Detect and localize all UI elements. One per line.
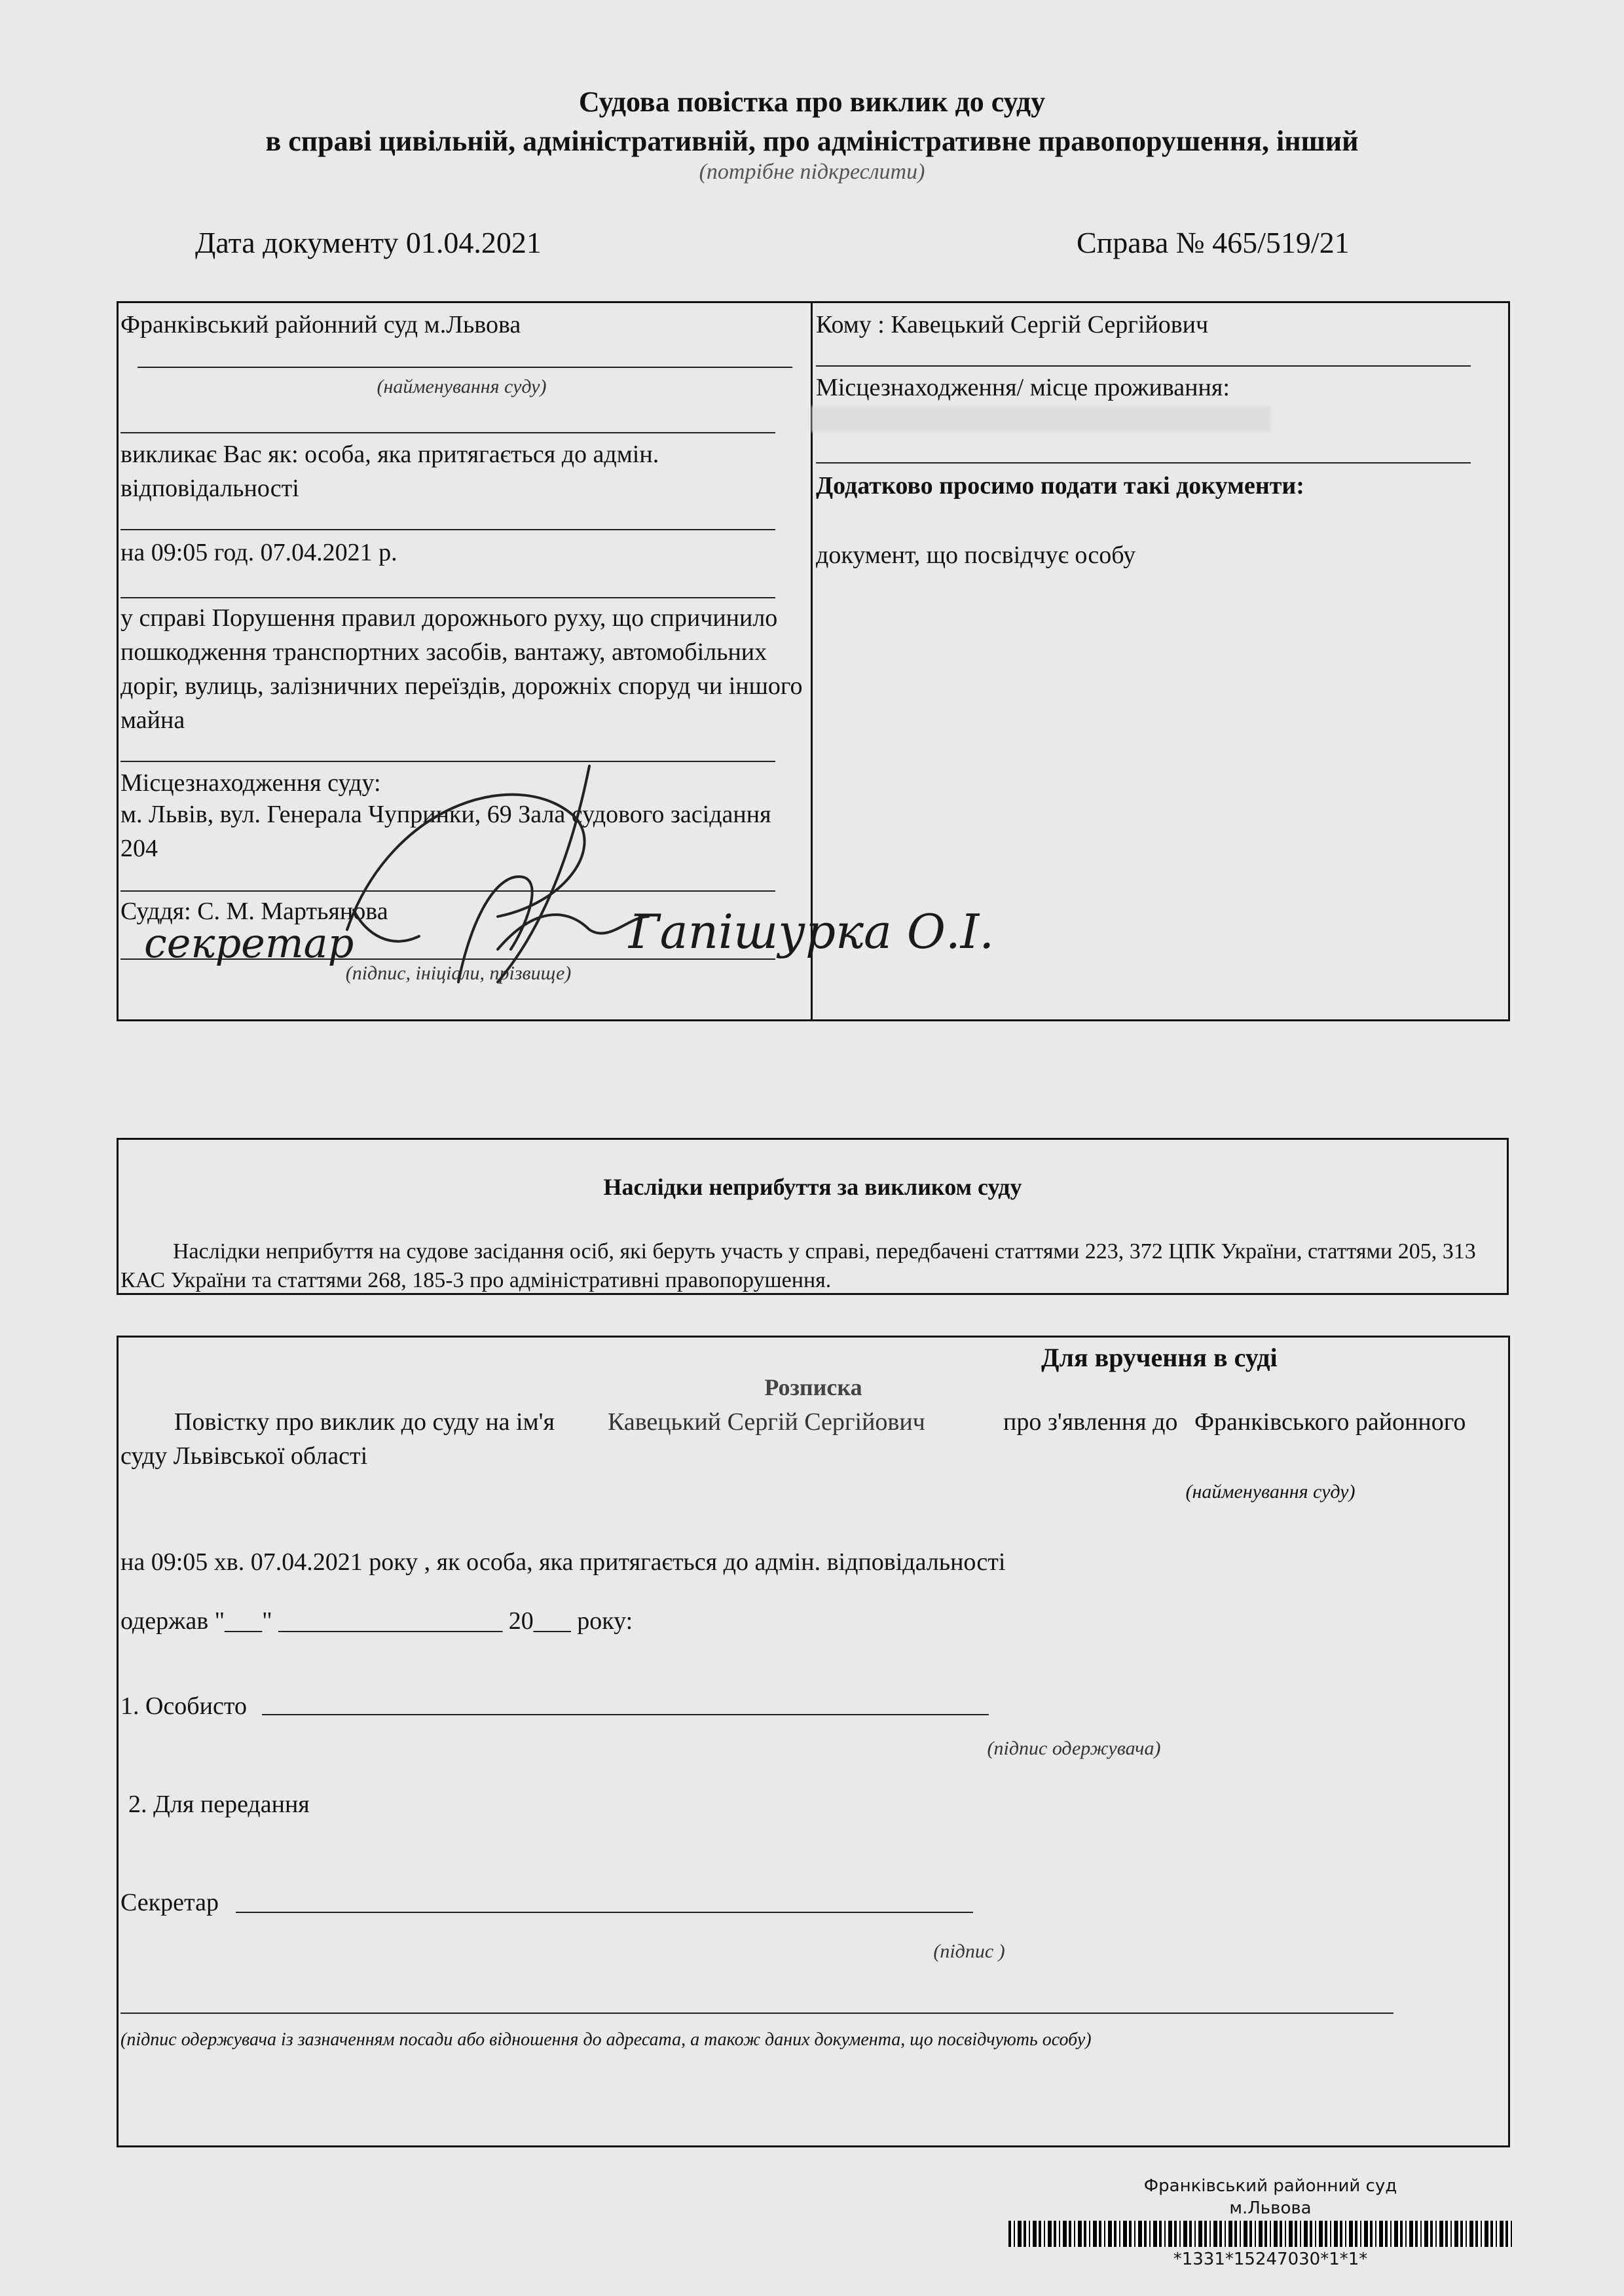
rule (236, 1912, 973, 1913)
redacted-address (812, 406, 1270, 432)
barcode-text: *1331*15247030*1*1* (1173, 2250, 1368, 2269)
receipt-court: Франківського районного суду Львівської області (120, 1408, 1466, 1470)
rule (816, 462, 1471, 464)
recipient-name: Кому : Кавецький Сергій Сергійович (816, 311, 1209, 338)
bottom-caption: (підпис одержувача із зазначенням посади або відношення до адресата, а також даних документа, що посвідчують особу) (120, 2030, 1092, 2050)
judge-name: Суддя: С. М. Мартьянова (120, 898, 388, 925)
rule (816, 365, 1471, 367)
receipt-time: на 09:05 хв. 07.04.2021 року , як особа, яка притягається до адмін. відповідальності (120, 1548, 1006, 1576)
personally-label: 1. Особисто (120, 1692, 247, 1720)
court-location: м. Львів, вул. Генерала Чупринки, 69 Зала судового засідання 204 (120, 801, 771, 862)
handwritten-secretary: секретар (144, 919, 354, 967)
consequences-text: Наслідки неприбуття на судове засідання осіб, які беруть участь у справі, передбачені статтями 223, 372 ЦПК України, статтями 205, 313 КАС України та статтями 268, 185-3 про адміністративні правопорушення. (120, 1239, 1476, 1292)
secretary-signature-caption: (підпис ) (933, 1941, 1005, 1962)
summon-role: викликає Вас як: особа, яка притягається до адмін. відповідальності (120, 441, 659, 502)
hearing-time: на 09:05 год. 07.04.2021 р. (120, 539, 397, 566)
case-description: у справі Порушення правил дорожнього руху, що спричинило пошкодження транспортних засобів, вантажу, автомобільних доріг, вулиць, залізничних переїздів, дорожніх споруд чи іншого майна (120, 604, 803, 734)
documents-value: документ, що посвідчує особу (816, 541, 1136, 569)
barcode (1008, 2221, 1513, 2247)
receipt-text-prefix: Повістку про виклик до суду на ім'я (174, 1408, 555, 1436)
receipt-title: Розписка (764, 1374, 862, 1400)
case-number: Справа № 465/519/21 (1077, 226, 1350, 259)
court-caption: (найменування суду) (377, 376, 547, 397)
court-location-label: Місцезнаходження суду: (120, 769, 381, 797)
document-title: Судова повістка про виклик до суду (578, 86, 1046, 118)
receipt-text-mid: про з'явлення до (1003, 1408, 1178, 1436)
consequences-title: Наслідки неприбуття за викликом суду (603, 1174, 1022, 1200)
handwritten-name: Гапішурка О.І. (629, 904, 995, 959)
document-date: Дата документу 01.04.2021 (195, 226, 542, 259)
for-court-label: Для вручення в суді (1041, 1343, 1278, 1372)
footer-court-line1: Франківський районний суд (1143, 2176, 1397, 2196)
for-transfer-label: 2. Для передання (128, 1791, 310, 1818)
residence-label: Місцезнаходження/ місце проживання: (816, 374, 1230, 401)
receipt-court-caption: (найменування суду) (1185, 1481, 1356, 1503)
footer-court-line2: м.Львова (1229, 2198, 1312, 2218)
received-line: одержав "___" __________________ 20___ року: (120, 1607, 633, 1635)
signature-caption: (підпис, ініціали, прізвище) (345, 962, 572, 984)
documents-label: Додатково просимо подати такі документи: (816, 472, 1304, 500)
document-subtitle: (потрібне підкреслити) (699, 160, 925, 184)
rule (262, 1714, 989, 1715)
receipt-name: Кавецький Сергій Сергійович (608, 1408, 925, 1436)
document-title-line2: в справі цивільній, адміністративній, про адміністративне правопорушення, інший (265, 125, 1359, 157)
rule (120, 2013, 1393, 2014)
secretary-label: Секретар (120, 1889, 219, 1916)
court-name: Франківський районний суд м.Львова (120, 311, 521, 338)
recipient-signature-caption: (підпис одержувача) (987, 1738, 1161, 1759)
